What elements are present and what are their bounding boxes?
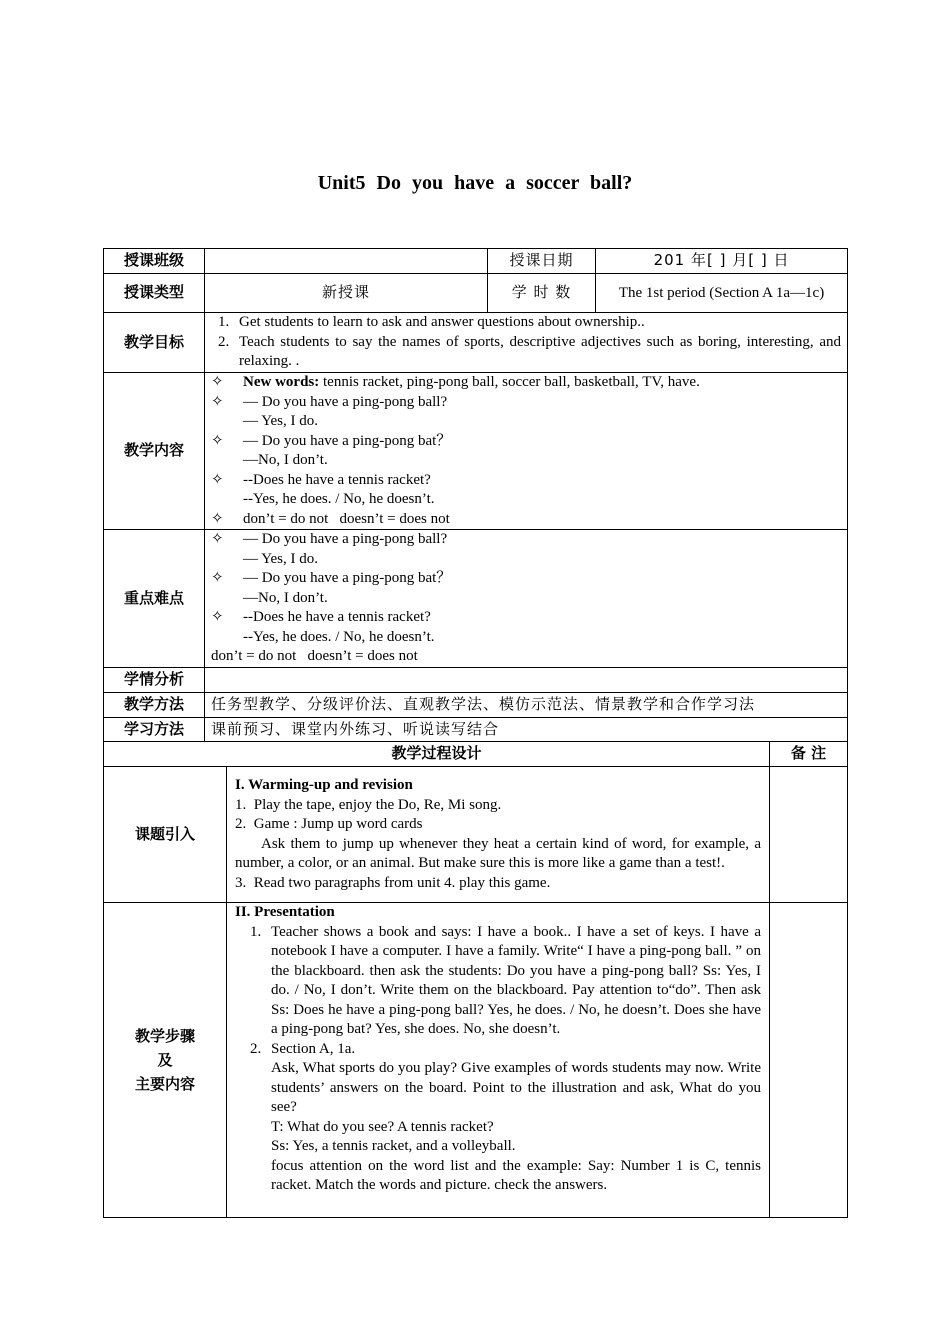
intro-cell [227, 767, 770, 903]
type-value: 新授课 [205, 274, 488, 313]
content-answer-3: --Yes, he does. / No, he doesn’t. [243, 491, 435, 507]
content-question-3: --Does he have a tennis racket? [243, 471, 431, 488]
analysis-value[interactable] [205, 668, 848, 693]
learning-methods-row [104, 718, 848, 742]
hours-label: 学 时 数 [488, 274, 596, 313]
key-question-2: — Do you have a ping-pong bat？ [243, 570, 452, 587]
objectives-row [104, 313, 848, 373]
key-question-3: --Does he have a tennis racket? [243, 609, 431, 626]
teaching-methods-row [104, 693, 848, 718]
objective-item: 2. Teach students to say the names of sports, descriptive adjectives such as boring, interesting, and relaxing. . [233, 333, 841, 372]
teaching-methods-value: 任务型教学、分级评价法、直观教学法、模仿示范法、情景教学和合作学习法 [205, 693, 848, 718]
remarks-header: 备 注 [770, 742, 848, 767]
key-question-1: — Do you have a ping-pong ball? [243, 531, 448, 548]
steps-row [104, 903, 848, 1218]
key-points-label: 重点难点 [104, 530, 205, 668]
objectives-cell [205, 313, 848, 373]
diamond-bullet-icon: ✧ [211, 471, 224, 488]
type-row [104, 274, 848, 313]
new-words-text: tennis racket, ping-pong ball, soccer ball, basketball, TV, have. [319, 374, 700, 390]
intro-item: 1. Play the tape, enjoy the Do, Re, Mi song. [235, 796, 502, 813]
intro-paragraph: Ask them to jump up whenever they heat a certain kind of word, for example, a number, a color, or an animal. But make sure this is more like a game than a test!. [235, 835, 761, 871]
key-answer-1: — Yes, I do. [243, 550, 319, 567]
content-question-2: — Do you have a ping-pong bat？ [243, 432, 452, 449]
class-value[interactable] [205, 249, 488, 274]
key-points-cell [205, 530, 848, 668]
date-value[interactable]: 201 年[ ] 月[ ] 日 [596, 249, 848, 274]
analysis-label: 学情分析 [104, 668, 205, 693]
diamond-bullet-icon: ✧ [211, 510, 224, 527]
intro-item: 3. Read two paragraphs from unit 4. play this game. [235, 874, 551, 891]
page-title: Unit5 Do you have a soccer ball? [317, 172, 633, 194]
intro-label: 课题引入 [104, 767, 227, 903]
diamond-bullet-icon: ✧ [211, 570, 224, 587]
type-label: 授课类型 [104, 274, 205, 313]
intro-item: 2. Game : Jump up word cards [235, 816, 423, 832]
diamond-bullet-icon: ✧ [211, 432, 224, 449]
steps-label: 教学步骤 及 主要内容 [104, 903, 227, 1218]
intro-remarks[interactable] [770, 767, 848, 903]
hours-value: The 1st period (Section A 1a—1c) [596, 274, 848, 313]
learning-methods-value: 课前预习、课堂内外练习、听说读写结合 [205, 718, 848, 742]
content-answer-2: —No, I don’t. [243, 452, 328, 468]
learning-methods-label: 学习方法 [104, 718, 205, 742]
class-label: 授课班级 [104, 249, 205, 274]
key-answer-3: --Yes, he does. / No, he doesn’t. [243, 628, 435, 645]
process-header: 教学过程设计 [104, 742, 770, 767]
diamond-bullet-icon: ✧ [211, 609, 224, 626]
objectives-label: 教学目标 [104, 313, 205, 373]
steps-cell [227, 903, 770, 1218]
key-note: don’t = do not doesn’t = does not [211, 648, 418, 665]
content-row [104, 373, 848, 530]
intro-row [104, 767, 848, 903]
key-points-row [104, 530, 848, 668]
content-note: don’t = do not doesn’t = does not [243, 510, 450, 527]
content-label: 教学内容 [104, 373, 205, 530]
lesson-plan-table [103, 248, 848, 1218]
teaching-methods-label: 教学方法 [104, 693, 205, 718]
content-answer-1: — Yes, I do. [243, 413, 319, 429]
key-answer-2: —No, I don’t. [243, 589, 328, 606]
intro-heading: I. Warming-up and revision [235, 777, 413, 793]
diamond-bullet-icon: ✧ [211, 393, 224, 410]
steps-remarks[interactable] [770, 903, 848, 1218]
new-words-label: New words: [243, 374, 320, 390]
process-header-row [104, 742, 848, 767]
date-label: 授课日期 [488, 249, 596, 274]
steps-item-2: 2. Section A, 1a. Ask, What sports do you play? Give examples of words students may now. Write students’ answers on the board. Point to the illustration and ask, What do you see? T: What do you see? A tennis racket? Ss: Yes, a tennis racket, and a volleyball. focus attention on the word list and the example: Say: Number 1 is C, tennis racket. Match the words and picture. check the answers. [265, 1040, 761, 1196]
diamond-bullet-icon: ✧ [211, 374, 224, 390]
class-row [104, 249, 848, 274]
objective-item: 1. Get students to learn to ask and answer questions about ownership.. [233, 313, 841, 333]
content-cell [205, 373, 848, 530]
steps-item-1: 1. Teacher shows a book and says: I have a book.. I have a set of keys. I have a notebook I have a computer. I have a family. Write“ I have a ping-pong ball. ” on the blackboard. then ask the students: Do you have a ping-pong ball? Ss: Yes, I do. / No, I don’t. Write them on the blackboard. Pay attention to“do”. Then ask Ss: Does he have a ping-pong ball? Yes, he does. / No, he doesn’t. Does she have a ping-pong bat? Yes, she does. No, she doesn’t. [265, 923, 761, 1040]
content-question-1: — Do you have a ping-pong ball? [243, 393, 448, 410]
diamond-bullet-icon: ✧ [211, 531, 224, 548]
analysis-row [104, 668, 848, 693]
steps-heading: II. Presentation [235, 904, 335, 920]
